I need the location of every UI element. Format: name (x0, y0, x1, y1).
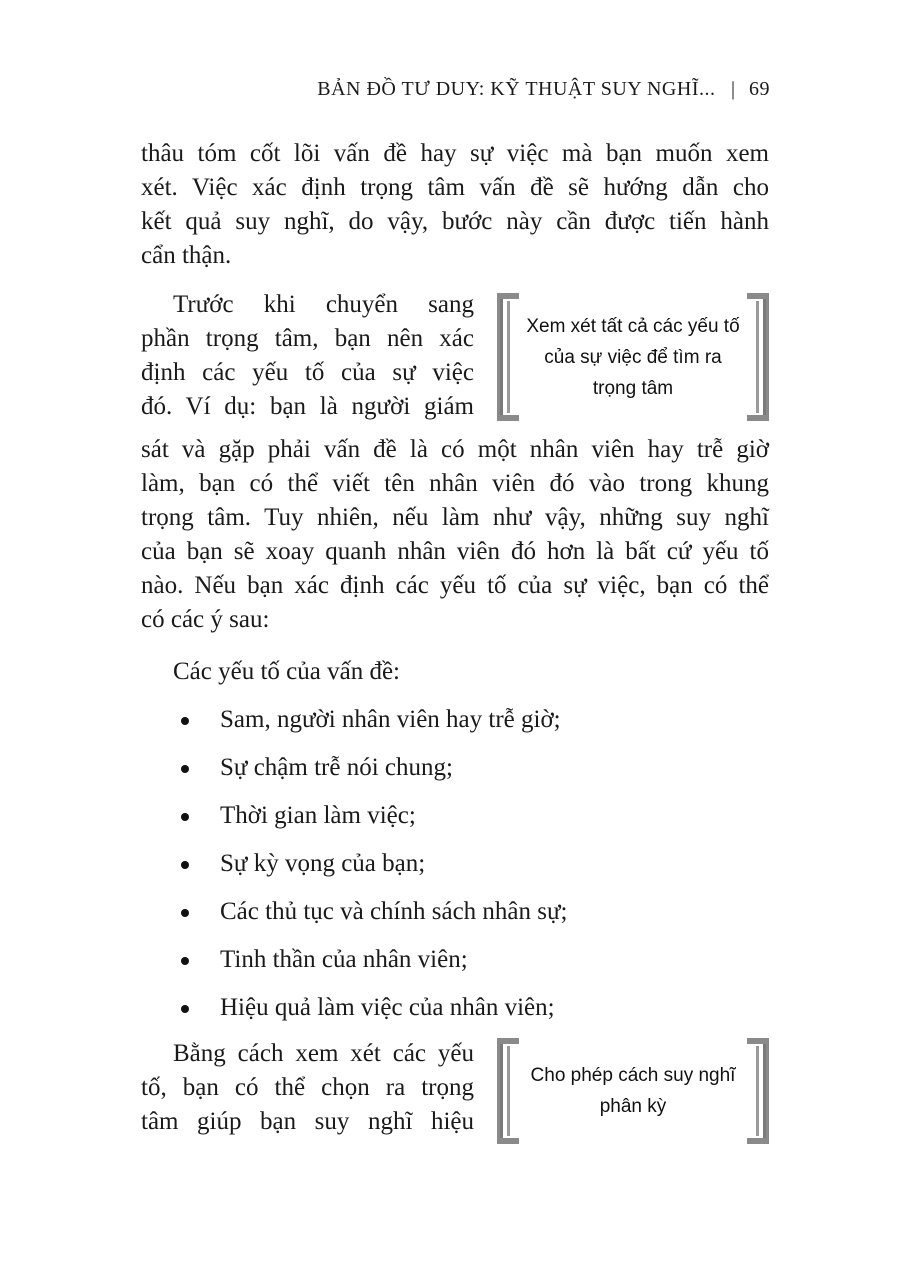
bullet-icon (181, 861, 189, 869)
bullet-icon (181, 813, 189, 821)
list-item: Hiệu quả làm việc của nhân viên; (141, 991, 568, 1039)
list-item: Sự kỳ vọng của bạn; (141, 847, 568, 895)
text-line: sát và gặp phải vấn đề là có một nhân viên hay trễ giờ (141, 436, 769, 463)
text-line: xét. Việc xác định trọng tâm vấn đề sẽ hướng dẫn cho (141, 174, 769, 201)
paragraph-2-narrow (141, 288, 474, 424)
text-line: Bằng cách xem xét các yếu (173, 1040, 474, 1067)
text-line: phần trọng tâm, bạn nên xác (141, 325, 474, 352)
text-line: có các ý sau: (141, 606, 270, 633)
bullet-icon (181, 909, 189, 917)
left-bracket (497, 1038, 525, 1144)
header-separator: | (730, 78, 736, 100)
bullet-icon (181, 957, 189, 965)
text-line: của bạn sẽ xoay quanh nhân viên đó hơn là bất cứ yếu tố (141, 538, 769, 565)
page-number: 69 (749, 78, 770, 100)
callout-text (526, 311, 739, 404)
text-line: tố, bạn có thể chọn ra trọng (141, 1074, 474, 1101)
bullet-icon (181, 765, 189, 773)
left-bracket-inner (507, 301, 510, 413)
text-line: đó. Ví dụ: bạn là người giám (141, 393, 474, 420)
callout-box-1 (497, 293, 769, 421)
paragraph-1 (141, 137, 769, 273)
list-item: Thời gian làm việc; (141, 799, 568, 847)
list-item: Sam, người nhân viên hay trễ giờ; (141, 703, 568, 751)
text-line: làm, bạn có thể viết tên nhân viên đó vào trong khung (141, 470, 769, 497)
left-bracket (497, 293, 525, 421)
list-item: Sự chậm trễ nói chung; (141, 751, 568, 799)
running-title: BẢN ĐỒ TƯ DUY: KỸ THUẬT SUY NGHĨ... (317, 78, 716, 100)
right-bracket (741, 1038, 769, 1144)
callout-text (531, 1060, 736, 1122)
callout-line: Cho phép cách suy nghĩ (530, 1065, 736, 1086)
right-bracket-inner (756, 1046, 759, 1136)
bullet-icon (181, 717, 189, 725)
callout-line: phân kỳ (599, 1096, 667, 1117)
bullet-list (141, 703, 568, 1039)
text-line: định các yếu tố của sự việc (141, 359, 474, 386)
list-item: Các thủ tục và chính sách nhân sự; (141, 895, 568, 943)
text-line: trọng tâm. Tuy nhiên, nếu làm như vậy, những suy nghĩ (141, 504, 769, 531)
list-item: Tinh thần của nhân viên; (141, 943, 568, 991)
text-line: Trước khi chuyển sang (173, 291, 474, 318)
right-bracket (741, 293, 769, 421)
list-intro (141, 655, 769, 689)
paragraph-2-wide (141, 433, 769, 637)
callout-line: trọng tâm (592, 377, 674, 399)
left-bracket-inner (507, 1046, 510, 1136)
text-line: thâu tóm cốt lõi vấn đề hay sự việc mà bạn muốn xem (141, 140, 769, 167)
text-line: kết quả suy nghĩ, do vậy, bước này cần được tiến hành (141, 208, 769, 235)
callout-line: Xem xét tất cả các yếu tố (526, 315, 740, 337)
text-line: nào. Nếu bạn xác định các yếu tố của sự việc, bạn có thể (141, 572, 769, 599)
text-line: cẩn thận. (141, 242, 232, 269)
callout-line: của sự việc để tìm ra (544, 346, 722, 368)
callout-box-2 (497, 1038, 769, 1144)
right-bracket-inner (756, 301, 759, 413)
paragraph-3 (141, 1037, 474, 1139)
text-line: tâm giúp bạn suy nghĩ hiệu (141, 1108, 474, 1135)
text-line: Các yếu tố của vấn đề: (173, 658, 400, 685)
bullet-icon (181, 1005, 189, 1013)
running-header (317, 78, 770, 101)
